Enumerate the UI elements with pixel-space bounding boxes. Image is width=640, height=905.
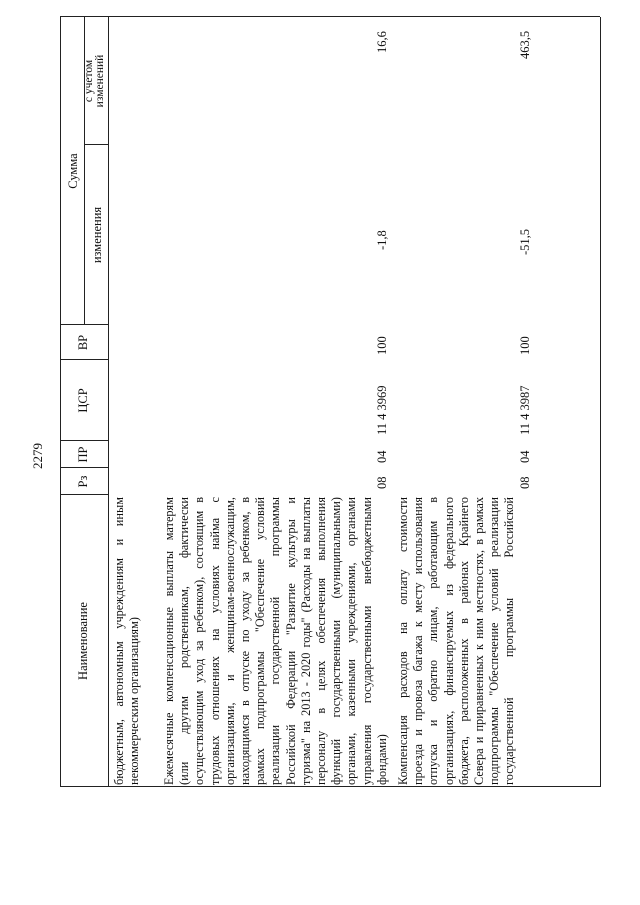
row-2-rz: 08: [518, 476, 532, 489]
row-2-line: Севера и приравненных к ним местностях, в рамках: [472, 497, 487, 785]
header-name: Наименование: [76, 602, 90, 680]
row-1-line: реализации государственной программы: [268, 497, 283, 785]
row-1-rz: 08: [375, 476, 389, 489]
row-1-line: управления государственными внебюджетными: [359, 497, 374, 785]
header-with-changes-line1: с учетом: [83, 59, 95, 103]
row-2-vr: 100: [518, 336, 532, 355]
row-2-line: Компенсация расходов на оплату стоимости: [396, 497, 410, 785]
row-2-line: организациях, финансируемых из федерального: [441, 497, 456, 785]
row-1-vr: 100: [375, 336, 389, 355]
row-2-change: -51,5: [518, 228, 532, 255]
row-0-line: бюджетным, автономным учреждениям и иным: [112, 497, 126, 785]
page-number: 2279: [30, 443, 45, 469]
row-1-line: трудовых отношениях на условиях найма с: [207, 497, 222, 785]
row-2-pr: 04: [518, 450, 532, 463]
row-2-line: подпрограммы "Обеспечение условий реализации: [487, 497, 502, 785]
header-rz: Рз: [76, 475, 90, 488]
row-1-line: функций государственными (муниципальными): [329, 497, 344, 785]
row-2-line: бюджета, расположенных в районах Крайнего: [456, 497, 471, 785]
header-csr: ЦСР: [76, 388, 90, 413]
row-1-name: [162, 497, 390, 785]
header-change: изменения: [90, 206, 104, 264]
row-1-line: (или другим родственникам, фактически: [177, 497, 192, 785]
row-0-name: [112, 497, 142, 785]
row-1-csr: 11 4 3969: [375, 385, 389, 435]
row-2-with-changes: 463,5: [518, 30, 532, 59]
row-2-line: государственной программы Российской: [502, 497, 517, 785]
header-with-changes-line2: изменений: [94, 54, 106, 108]
row-1-pr: 04: [375, 450, 389, 463]
header-vr: ВР: [76, 334, 90, 351]
row-1-line: Ежемесячные компенсационные выплаты матерям: [162, 497, 176, 785]
row-1-with-changes: 16,6: [375, 31, 389, 53]
row-1-line: туризма" на 2013 - 2020 годы" (Расходы на выплаты: [298, 497, 313, 785]
row-0-line: некоммерческим организациям): [127, 617, 142, 785]
row-2-line: отпуска и обратно лицам, работающим в: [426, 497, 441, 785]
row-1-line: находящимся в отпуске по уходу за ребенком, в: [238, 497, 253, 785]
row-1-line: фондами): [374, 734, 389, 785]
row-2-name: [396, 497, 518, 785]
row-2-line: проезда и провоза багажа к месту использования: [411, 497, 426, 785]
header-with-changes: [84, 17, 106, 145]
row-1-line: осуществляющим уход за ребенком), состоящим в: [192, 497, 207, 785]
header-sum: Сумма: [66, 153, 80, 189]
row-1-line: рамках подпрограммы "Обеспечение условий: [253, 497, 268, 785]
row-1-change: -1,8: [375, 230, 389, 250]
row-2-csr: 11 4 3987: [518, 385, 532, 435]
row-1-line: организациями, и женщинам-военнослужащим,: [222, 497, 237, 785]
header-pr: ПР: [76, 446, 90, 463]
row-1-line: органами, казенными учреждениями, органами: [344, 497, 359, 785]
row-1-line: персоналу в целях обеспечения выполнения: [314, 497, 329, 785]
row-1-line: Российской Федерации "Развитие культуры и: [283, 497, 298, 785]
